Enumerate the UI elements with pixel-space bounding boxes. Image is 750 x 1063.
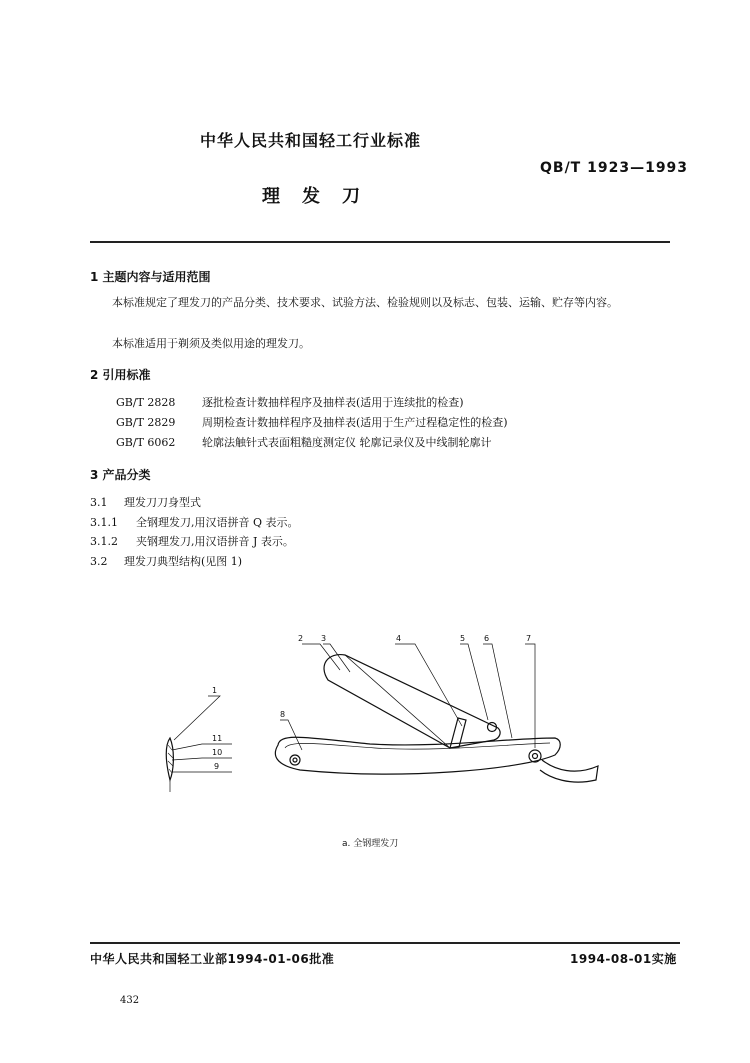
callout-label-10: 10 (212, 748, 223, 757)
issuing-body-title: 中华人民共和国轻工行业标准 (200, 131, 422, 150)
clause-number: 3.1.2 (90, 535, 118, 548)
clause-3-1 (90, 494, 201, 510)
callout-label-6: 6 (484, 634, 490, 643)
section-3-heading: 3 产品分类 (90, 468, 151, 482)
handle-rivet-right-inner (533, 754, 538, 759)
section-1-paragraph-1 (90, 293, 670, 312)
reference-row (116, 414, 508, 430)
clause-text: 理发刀典型结构(见图 1) (124, 555, 243, 568)
callout-label-3: 3 (321, 634, 327, 643)
page-number: 432 (120, 995, 140, 1006)
reference-row (116, 434, 492, 450)
callout-label-8: 8 (280, 710, 286, 719)
section-1-paragraph-2 (112, 334, 310, 353)
reference-code: GB/T 6062 (116, 436, 176, 449)
effective-date: 1994-08-01实施 (570, 952, 677, 966)
razor-blade (324, 655, 500, 748)
reference-title: 逐批检查计数抽样程序及抽样表(适用于连续批的检查) (202, 396, 464, 409)
clause-3-1-2 (90, 533, 294, 549)
section-1-paragraph-1-text: 本标准规定了理发刀的产品分类、技术要求、试验方法、检验规则以及标志、包装、运输、贮存等内容。 (112, 296, 618, 309)
clause-text: 夹钢理发刀,用汉语拼音 J 表示。 (136, 535, 294, 548)
section-2-heading: 2 引用标准 (90, 368, 151, 382)
clause-3-1-1 (90, 514, 299, 530)
reference-row (116, 394, 464, 410)
callout-label-5: 5 (460, 634, 466, 643)
reference-code: GB/T 2828 (116, 396, 176, 409)
header-rule (90, 241, 670, 243)
reference-code: GB/T 2829 (116, 416, 176, 429)
handle-rivet-right (529, 750, 541, 762)
callout-label-1: 1 (212, 686, 218, 695)
razor-tail (540, 760, 598, 782)
clause-text: 理发刀刀身型式 (124, 496, 201, 509)
callout-label-7: 7 (526, 634, 532, 643)
section-1-paragraph-2-text: 本标准适用于剃须及类似用途的理发刀。 (112, 337, 310, 350)
standard-number: QB/T 1923—1993 (540, 160, 689, 176)
document-title: 理发刀 (262, 186, 382, 207)
cross-section (166, 738, 173, 780)
handle-rivet-left (290, 755, 300, 765)
handle-rivet-left-inner (293, 758, 297, 762)
clause-text: 全钢理发刀,用汉语拼音 Q 表示。 (136, 516, 299, 529)
razor-handle (275, 737, 560, 774)
handle-inner-line (285, 743, 550, 749)
callout-label-2: 2 (298, 634, 304, 643)
callout-label-9: 9 (214, 762, 220, 771)
reference-title: 周期检查计数抽样程序及抽样表(适用于生产过程稳定性的检查) (202, 416, 508, 429)
blade-spine-line (345, 655, 450, 748)
reference-title: 轮廓法触针式表面粗糙度测定仪 轮廓记录仪及中线制轮廓计 (202, 436, 492, 449)
approval-statement: 中华人民共和国轻工业部1994-01-06批准 (90, 952, 335, 966)
clause-number: 3.1 (90, 496, 108, 509)
clause-3-2 (90, 553, 242, 569)
footer-rule (90, 942, 680, 944)
clause-number: 3.2 (90, 555, 108, 568)
section-1-heading: 1 主题内容与适用范围 (90, 270, 211, 284)
figure-caption: a. 全钢理发刀 (342, 839, 399, 849)
clause-number: 3.1.1 (90, 516, 118, 529)
callout-label-4: 4 (396, 634, 402, 643)
callout-label-11: 11 (212, 734, 223, 743)
razor-structure-figure (150, 620, 610, 800)
